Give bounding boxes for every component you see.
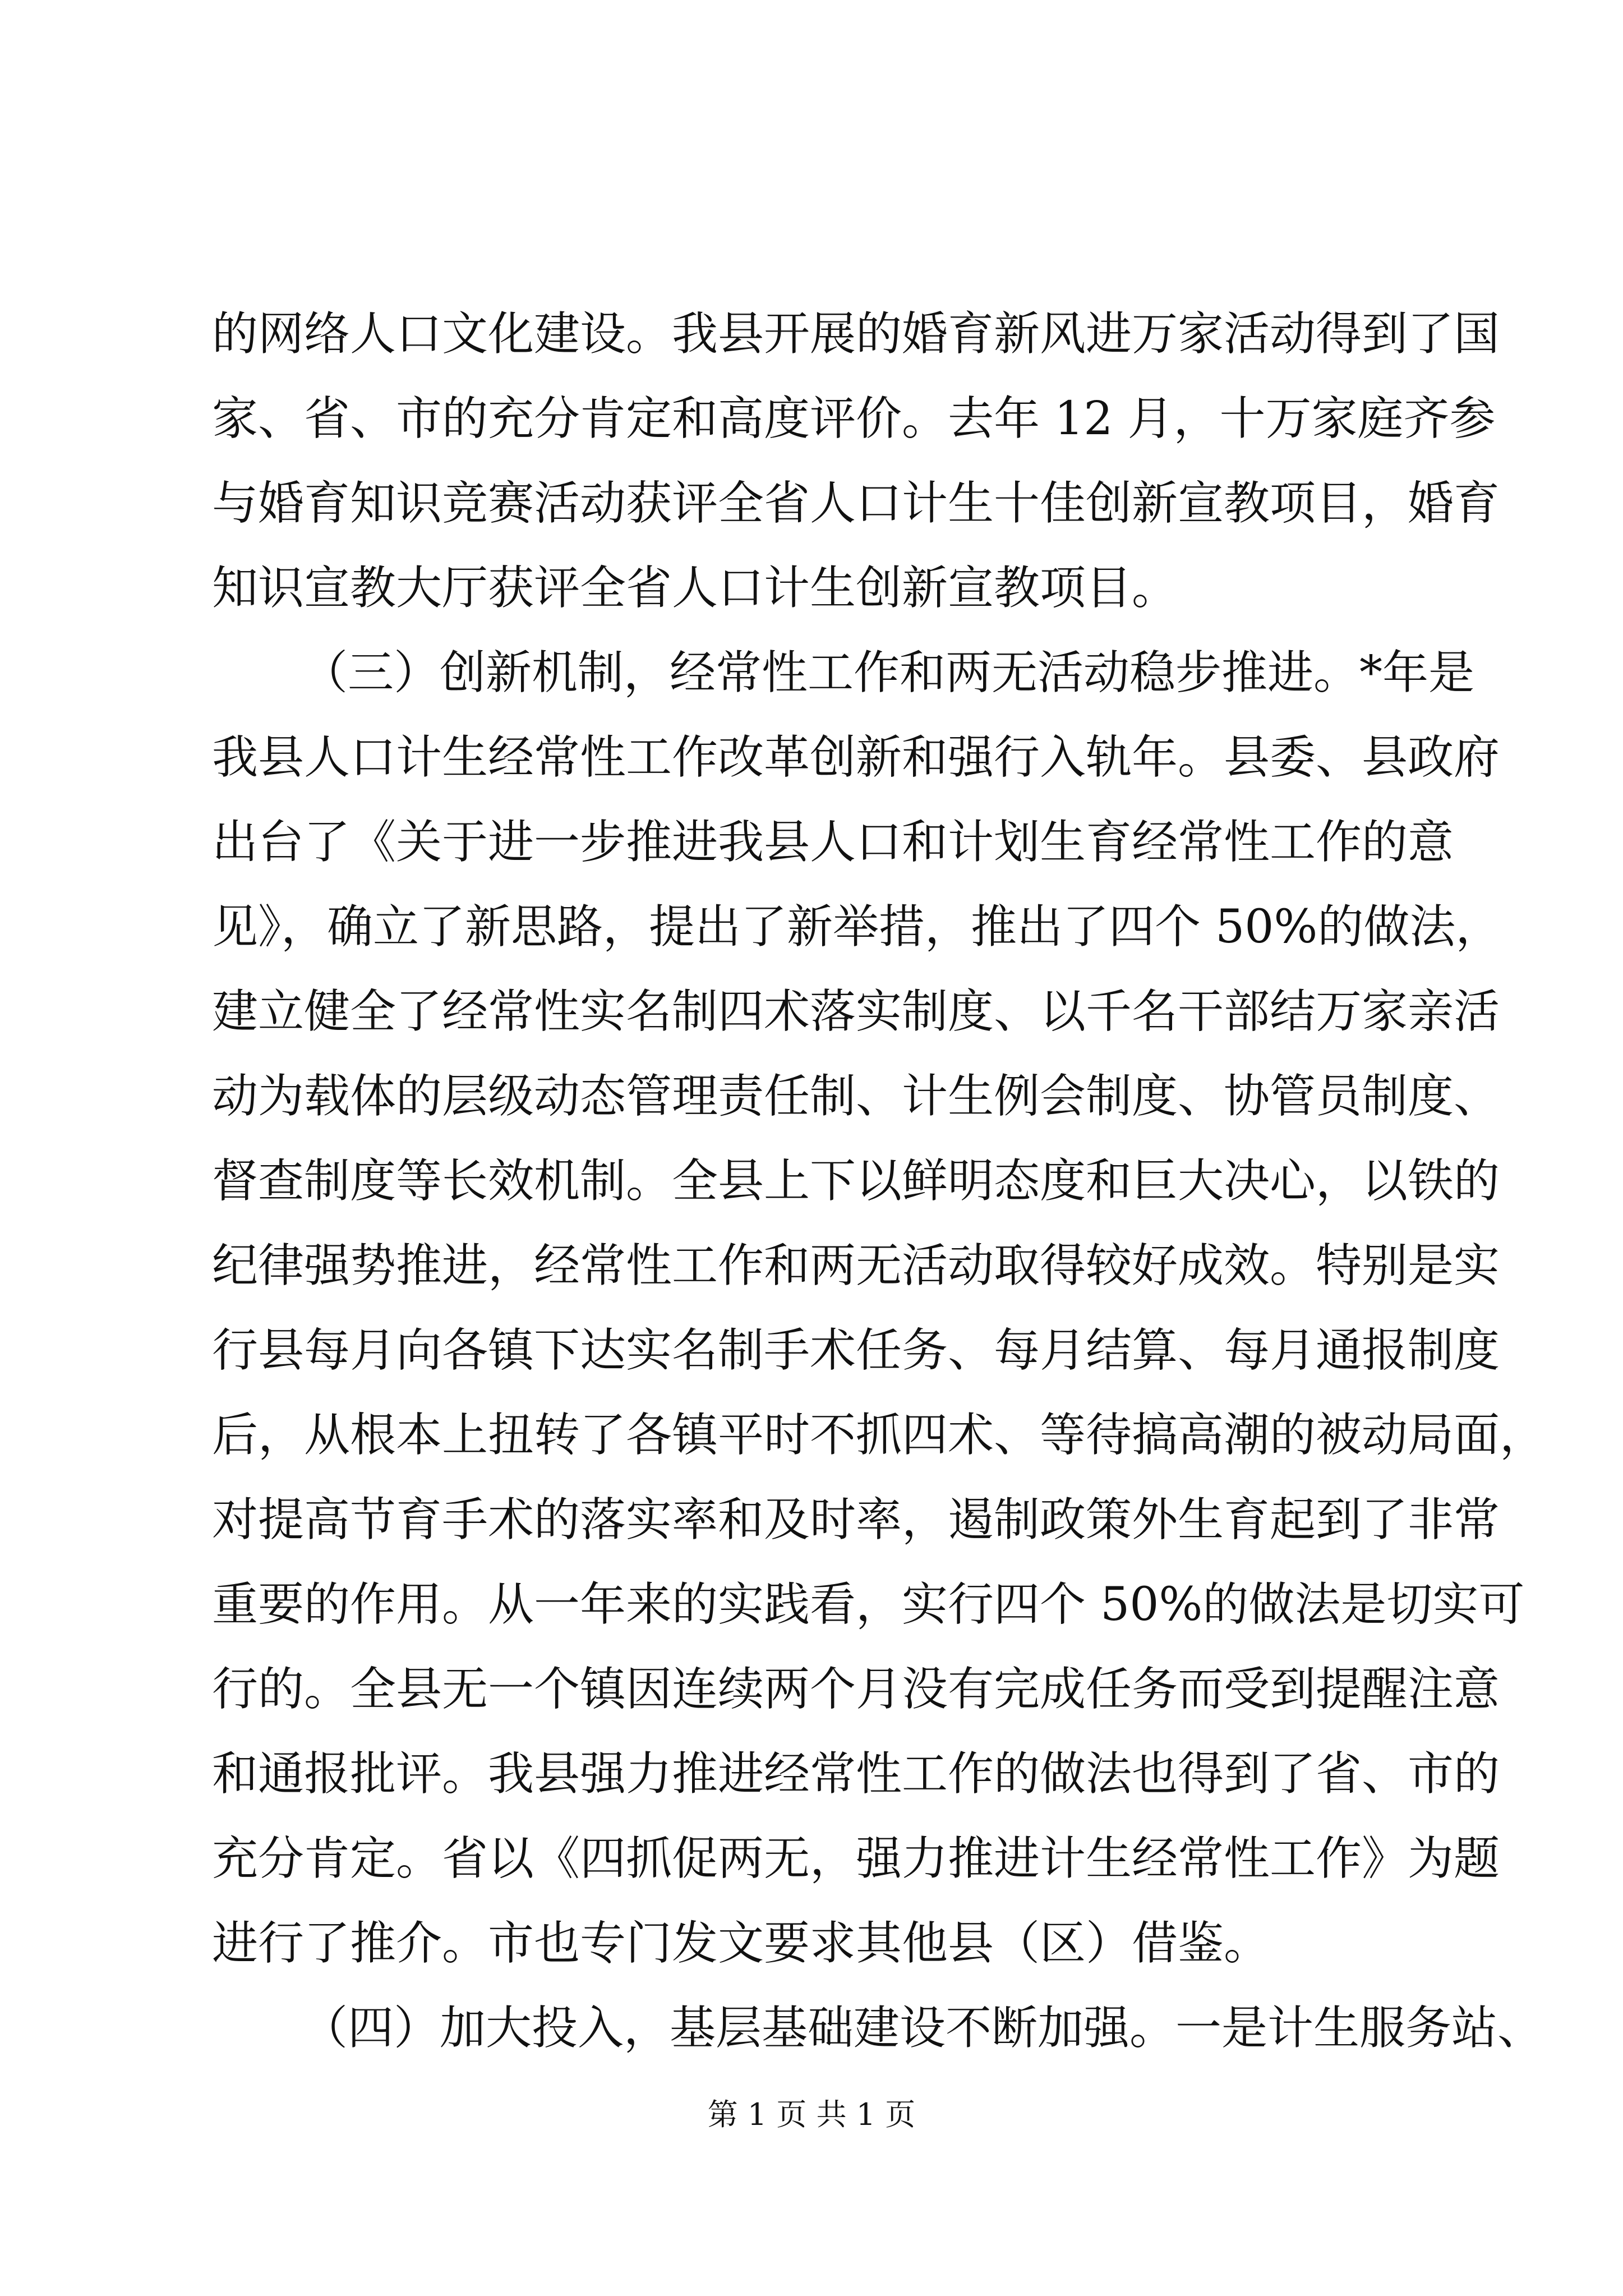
text-line: 和通报批评。我县强力推进经常性工作的做法也得到了省、市的: [212, 1747, 1500, 1801]
text-line: 动为载体的层级动态管理责任制、计生例会制度、协管员制度、: [212, 1070, 1500, 1123]
text-line: 出台了《关于进一步推进我县人口和计划生育经常性工作的意: [212, 816, 1454, 869]
page-footer: 第 1 页 共 1 页: [707, 2097, 916, 2132]
text-line: 行县每月向各镇下达实名制手术任务、每月结算、每月通报制度: [212, 1324, 1500, 1377]
text-line: 建立健全了经常性实名制四术落实制度、以千名干部结万家亲活: [212, 985, 1500, 1038]
text-line: （四）加大投入，基层基础建设不断加强。一是计生服务站、: [302, 2001, 1544, 2055]
text-line: 进行了推介。市也专门发文要求其他县（区）借鉴。: [212, 1917, 1270, 1970]
text-line: 行的。全县无一个镇因连续两个月没有完成任务而受到提醒注意: [212, 1663, 1500, 1716]
text-line: 知识宣教大厅获评全省人口计生创新宣教项目。: [212, 562, 1178, 615]
text-line: 对提高节育手术的落实率和及时率，遏制政策外生育起到了非常: [212, 1493, 1500, 1547]
text-line: 我县人口计生经常性工作改革创新和强行入轨年。县委、县政府: [212, 731, 1500, 784]
text-line: 见》，确立了新思路，提出了新举措，推出了四个 50%的做法，: [212, 900, 1502, 954]
text-line: 重要的作用。从一年来的实践看，实行四个 50%的做法是切实可: [212, 1578, 1525, 1631]
text-line: 督查制度等长效机制。全县上下以鲜明态度和巨大决心，以铁的: [212, 1154, 1500, 1208]
text-line: 家、省、市的充分肯定和高度评价。去年 12 月，十万家庭齐参: [212, 392, 1496, 445]
text-line: 纪律强势推进，经常性工作和两无活动取得较好成效。特别是实: [212, 1239, 1500, 1292]
text-line: 与婚育知识竞赛活动获评全省人口计生十佳创新宣教项目，婚育: [212, 477, 1500, 530]
text-line: 的网络人口文化建设。我县开展的婚育新风进万家活动得到了国: [212, 307, 1500, 361]
document-body: [212, 292, 1546, 2070]
text-line: （三）创新机制，经常性工作和两无活动稳步推进。*年是: [302, 646, 1475, 700]
text-line: 后，从根本上扭转了各镇平时不抓四术、等待搞高潮的被动局面，: [212, 1409, 1546, 1462]
text-line: 充分肯定。省以《四抓促两无，强力推进计生经常性工作》为题: [212, 1832, 1500, 1885]
